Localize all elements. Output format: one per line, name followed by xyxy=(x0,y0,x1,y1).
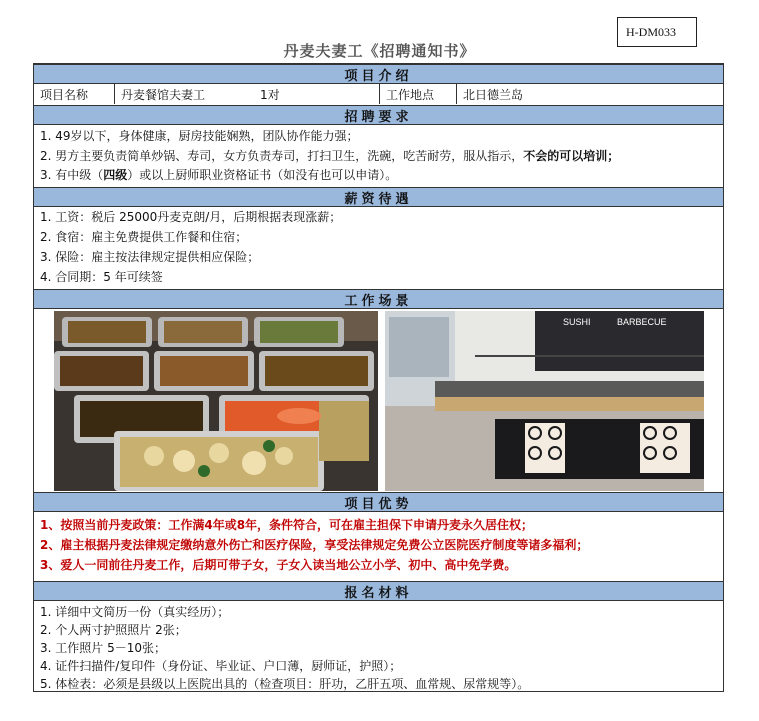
salary-item: 3. 保险：雇主按法律规定提供相应保险； xyxy=(40,250,260,264)
material-item: 4. 证件扫描件/复印件（身份证、毕业证、户口薄，厨师证，护照）； xyxy=(40,659,402,673)
advantage-item: 2、雇主根据丹麦法律规定缴纳意外伤亡和医疗保险，享受法律规定免费公立医院医疗制度等诸多福利； xyxy=(40,538,589,552)
food-trays-photo xyxy=(54,311,378,491)
requirement-text: ）或以上厨师职业资格证书（如没有也可以申请）。 xyxy=(127,168,398,182)
notice-table xyxy=(33,63,724,692)
intro-row xyxy=(34,84,723,105)
advantage-item: 3、爱人一同前往丹麦工作，后期可带子女，子女入读当地公立小学、初中、高中免学费。 xyxy=(40,558,517,572)
section-header-requirements: 招聘要求 xyxy=(34,105,723,125)
project-name-label: 项目名称 xyxy=(40,87,89,102)
salary-list xyxy=(34,207,723,289)
sign-sushi: SUSHI xyxy=(563,317,591,327)
requirement-item xyxy=(40,147,619,165)
material-item: 5. 体检表：必须是县级以上医院出具的（检查项目：肝功，乙肝五项、血常规、尿常规等）。 xyxy=(40,677,530,691)
requirement-text: 3. 有中级（ xyxy=(40,168,104,182)
buffet-illustration xyxy=(385,311,704,491)
location-label: 工作地点 xyxy=(386,87,435,102)
sign-barbecue: BARBECUE xyxy=(617,317,667,327)
advantage-item: 1、按照当前丹麦政策：工作满4年或8年，条件符合，可在雇主担保下申请丹麦永久居住权； xyxy=(40,518,534,532)
document-title: 丹麦夫妻工《招聘通知书》 xyxy=(283,42,476,60)
buffet-counter-photo xyxy=(385,311,704,491)
location-value: 北日德兰岛 xyxy=(463,87,524,102)
section-header-advantages: 项目优势 xyxy=(34,492,723,512)
material-item: 2. 个人两寸护照照片 2张； xyxy=(40,623,187,637)
requirement-item: 1. 49岁以下，身体健康，厨房技能娴熟，团队协作能力强； xyxy=(40,129,359,143)
salary-item: 4. 合同期：5 年可续签 xyxy=(40,270,163,284)
project-name-value: 丹麦餐馆夫妻工 xyxy=(121,87,206,102)
requirement-bold-note: 不会的可以培训； xyxy=(523,149,620,163)
material-item: 1. 详细中文简历一份（真实经历）； xyxy=(40,605,230,619)
salary-item: 1. 工资：税后 25000丹麦克朗/月，后期根据表现涨薪； xyxy=(40,210,342,224)
document-code: H-DM033 xyxy=(617,17,697,47)
salary-item: 2. 食宿：雇主免费提供工作餐和住宿； xyxy=(40,230,248,244)
section-header-materials: 报名材料 xyxy=(34,581,723,601)
food-trays-illustration xyxy=(54,311,378,491)
requirements-list xyxy=(34,125,723,187)
materials-list xyxy=(34,601,723,691)
material-item: 3. 工作照片 5－10张； xyxy=(40,641,166,655)
section-header-workplace: 工作场景 xyxy=(34,289,723,309)
requirement-bold-level: 四级 xyxy=(103,168,128,182)
workplace-photos xyxy=(34,309,723,492)
requirement-item xyxy=(40,166,397,184)
requirement-text: 2. 男方主要负责简单炒锅、寿司，女方负责寿司，打扫卫生，洗碗，吃苦耐劳，服从指示， xyxy=(40,149,524,163)
advantages-list xyxy=(34,512,723,577)
section-header-salary: 薪资待遇 xyxy=(34,187,723,207)
headcount-value: 1对 xyxy=(260,87,280,102)
section-header-intro: 项目介绍 xyxy=(34,64,723,84)
